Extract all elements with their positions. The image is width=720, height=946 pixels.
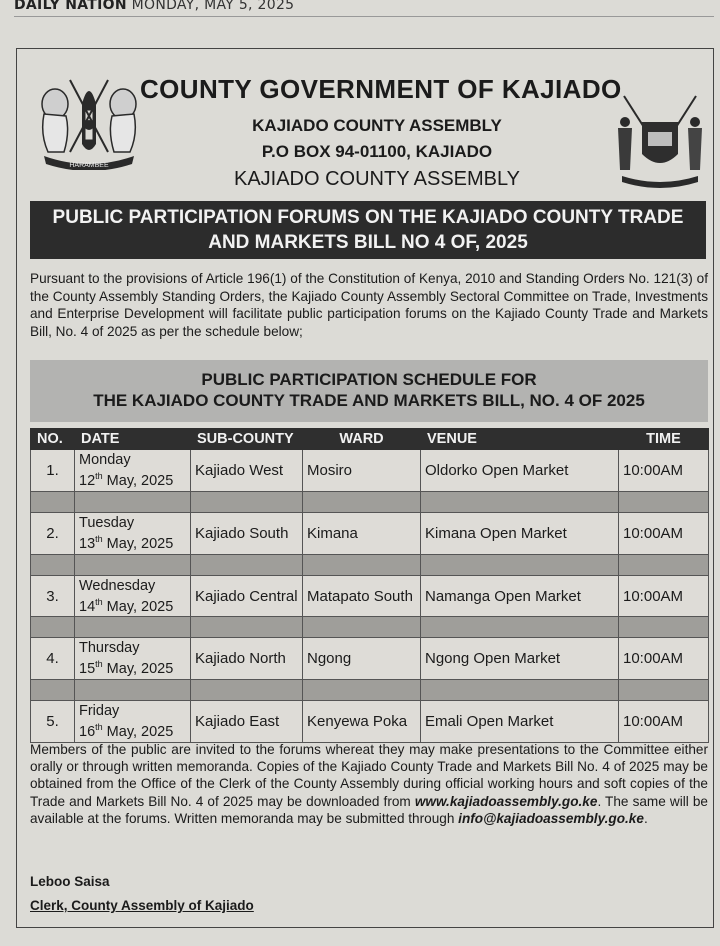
outro-text-2: . The same will be available at the forums. Written memoranda may be submitted through xyxy=(30,793,708,826)
signatory-name: Leboo Saisa xyxy=(30,874,110,889)
row-date xyxy=(75,512,191,554)
table-row xyxy=(31,575,709,617)
col-header-venue: VENUE xyxy=(421,429,619,450)
row-date-rest: May, 2025 xyxy=(102,661,174,678)
row-venue: Ngong Open Market xyxy=(421,638,619,680)
row-subcounty: Kajiado East xyxy=(191,701,303,743)
row-day: Thursday xyxy=(79,640,140,657)
row-date-num: 16 xyxy=(79,724,96,741)
row-subcounty: Kajiado South xyxy=(191,512,303,554)
outro-paragraph xyxy=(30,741,708,827)
col-header-time: TIME xyxy=(619,429,709,450)
row-date-sup: th xyxy=(95,533,103,544)
row-time: 10:00AM xyxy=(619,450,709,492)
kajiado-county-emblem-icon xyxy=(612,88,708,194)
row-venue: Emali Open Market xyxy=(421,701,619,743)
table-row xyxy=(31,512,709,554)
row-time: 10:00AM xyxy=(619,512,709,554)
row-date-sup: th xyxy=(95,722,103,733)
schedule-title xyxy=(30,360,708,422)
col-header-no: NO. xyxy=(31,429,75,450)
banner-line-1: PUBLIC PARTICIPATION FORUMS ON THE KAJIADO COUNTY TRADE xyxy=(52,207,684,228)
row-no: 2. xyxy=(31,512,75,554)
outro-text-1: Members of the public are invited to the forums whereat they may make presentations to the Committee either orally or through written memoranda. Copies of the Kajiado County Trade and Markets Bill No. 4 of 2025 may be obtained from the Office of the Clerk of the County Assembly during official working hours and soft copies of the Trade and Markets Bill No. 4 of 2025 may be downloaded from xyxy=(30,742,708,809)
intro-paragraph: Pursuant to the provisions of Article 196(1) of the Constitution of Kenya, 2010 and Standing Orders No. 121(3) of the County Assembly Standing Orders, the Kajiado County Assembly Sectoral Committee on Trade, Investments and Enterprise Development will facilitate public participation forums on the Kajiado County Trade and Markets Bill, No. 4 of 2025 as per the schedule below; xyxy=(30,271,708,339)
table-row xyxy=(31,701,709,743)
row-no: 1. xyxy=(31,450,75,492)
row-date xyxy=(75,450,191,492)
row-date xyxy=(75,638,191,680)
row-separator xyxy=(31,680,709,701)
banner-line-2: AND MARKETS BILL NO 4 OF, 2025 xyxy=(208,232,528,253)
masthead-date: MONDAY, MAY 5, 2025 xyxy=(131,0,295,13)
row-no: 5. xyxy=(31,701,75,743)
row-separator xyxy=(31,617,709,638)
masthead-rule xyxy=(14,16,714,17)
row-date-rest: May, 2025 xyxy=(102,724,174,741)
col-header-subcounty: SUB-COUNTY xyxy=(191,429,303,450)
row-date-num: 15 xyxy=(79,661,96,678)
row-date xyxy=(75,701,191,743)
table-row xyxy=(31,450,709,492)
row-ward: Ngong xyxy=(303,638,421,680)
postal-address: P.O BOX 94-01100, KAJIADO xyxy=(261,142,493,161)
row-day: Tuesday xyxy=(79,514,135,531)
website-link[interactable]: www.kajiadoassembly.go.ke xyxy=(414,793,598,809)
row-ward: Kimana xyxy=(303,512,421,554)
schedule-title-line-1: PUBLIC PARTICIPATION SCHEDULE FOR xyxy=(201,370,537,389)
row-ward: Kenyewa Poka xyxy=(303,701,421,743)
row-no: 3. xyxy=(31,575,75,617)
row-time: 10:00AM xyxy=(619,701,709,743)
schedule-title-line-2: THE KAJIADO COUNTY TRADE AND MARKETS BILL, NO. 4 OF 2025 xyxy=(93,391,645,410)
assembly-name: KAJIADO COUNTY ASSEMBLY xyxy=(252,116,502,135)
row-time: 10:00AM xyxy=(619,638,709,680)
row-date-sup: th xyxy=(95,596,103,607)
row-date-sup: th xyxy=(95,659,103,670)
row-date-rest: May, 2025 xyxy=(102,598,174,615)
row-date-rest: May, 2025 xyxy=(102,535,174,552)
row-day: Friday xyxy=(79,703,120,720)
outro-text-3: . xyxy=(643,810,648,826)
row-day: Wednesday xyxy=(79,577,156,594)
row-date-num: 12 xyxy=(79,472,96,489)
row-subcounty: Kajiado Central xyxy=(191,575,303,617)
row-ward: Matapato South xyxy=(303,575,421,617)
signatory-title: Clerk, County Assembly of Kajiado xyxy=(30,898,254,913)
row-subcounty: Kajiado North xyxy=(191,638,303,680)
assembly-name-secondary: KAJIADO COUNTY ASSEMBLY xyxy=(233,168,520,190)
masthead xyxy=(14,0,294,13)
row-date-num: 13 xyxy=(79,535,96,552)
row-separator xyxy=(31,491,709,512)
col-header-ward: WARD xyxy=(303,429,421,450)
row-time: 10:00AM xyxy=(619,575,709,617)
kenya-coat-of-arms-icon xyxy=(30,70,148,170)
row-venue: Namanga Open Market xyxy=(421,575,619,617)
crest-motto: HARAMBEE xyxy=(69,162,109,169)
county-government-title: COUNTY GOVERNMENT OF KAJIADO xyxy=(140,74,622,104)
row-date xyxy=(75,575,191,617)
forum-banner xyxy=(30,201,706,259)
schedule-header-row xyxy=(31,429,709,450)
row-venue: Oldorko Open Market xyxy=(421,450,619,492)
row-ward: Mosiro xyxy=(303,450,421,492)
row-subcounty: Kajiado West xyxy=(191,450,303,492)
row-venue: Kimana Open Market xyxy=(421,512,619,554)
masthead-paper: DAILY NATION xyxy=(14,0,127,13)
row-no: 4. xyxy=(31,638,75,680)
row-separator xyxy=(31,554,709,575)
row-day: Monday xyxy=(79,452,131,468)
col-header-date: DATE xyxy=(75,429,191,450)
row-date-num: 14 xyxy=(79,598,96,615)
email-link[interactable]: info@kajiadoassembly.go.ke xyxy=(458,810,644,826)
schedule-table xyxy=(30,428,709,743)
row-date-sup: th xyxy=(95,471,103,481)
table-row xyxy=(31,638,709,680)
row-date-rest: May, 2025 xyxy=(102,472,174,489)
